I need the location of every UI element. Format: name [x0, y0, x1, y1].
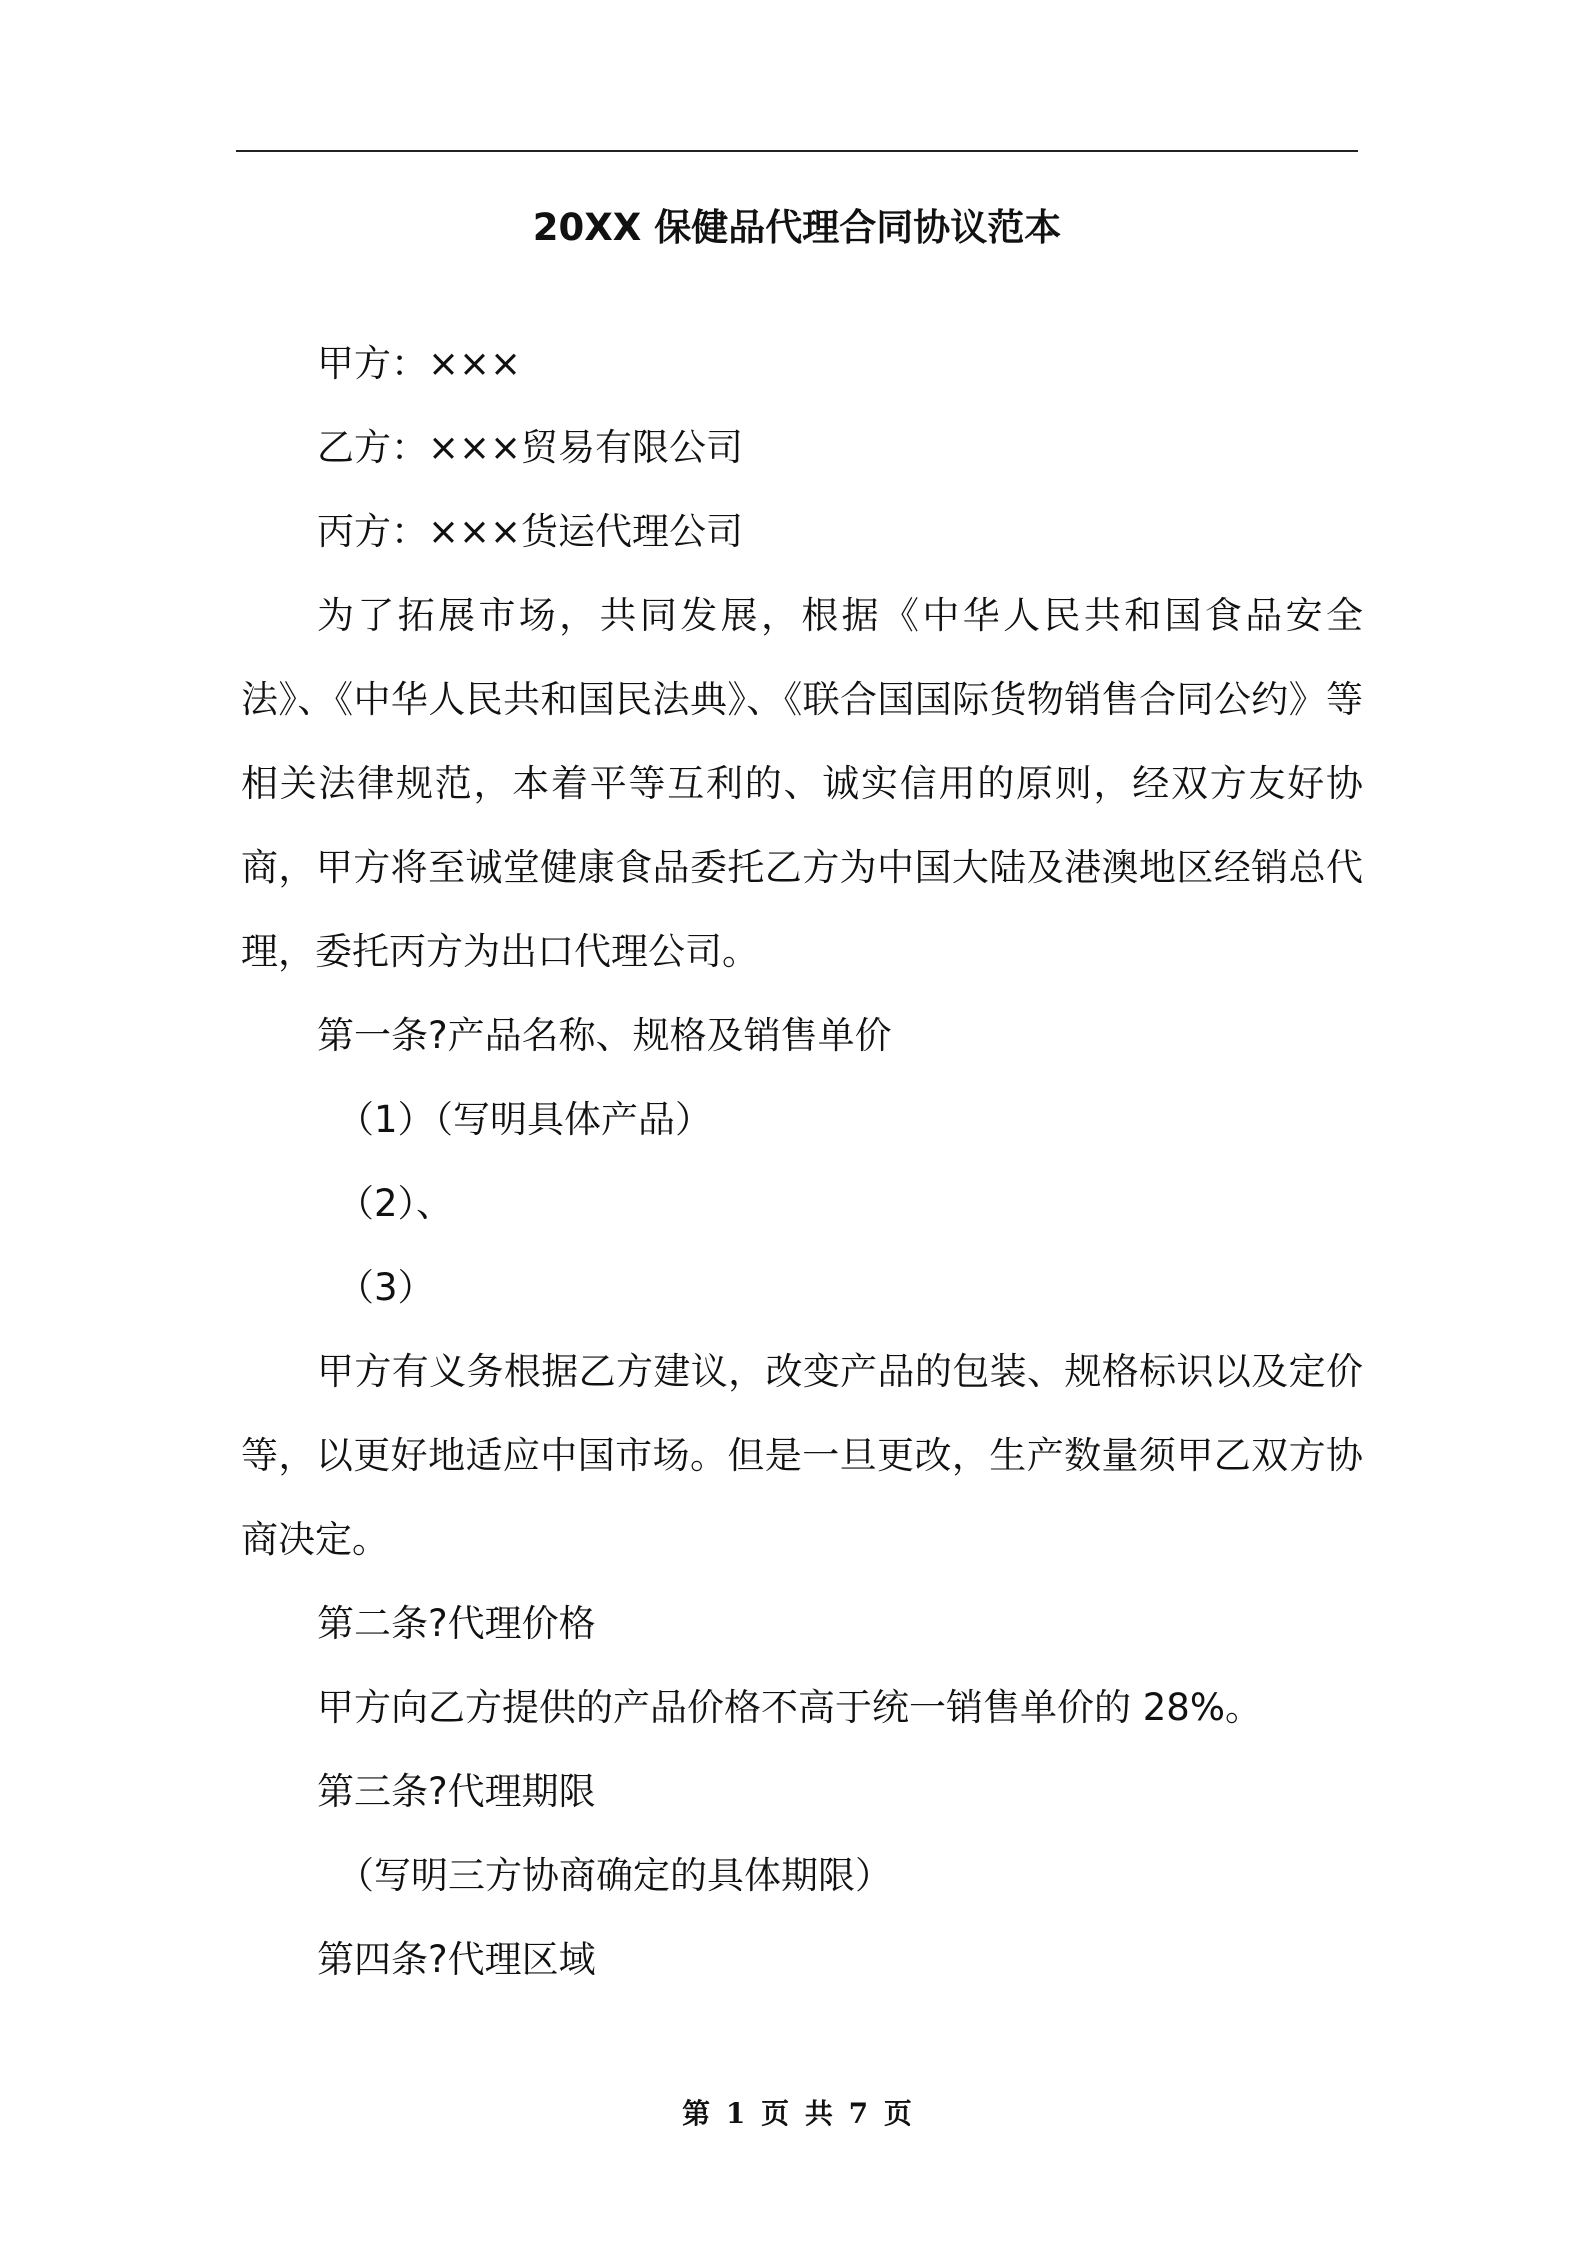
article-4-heading: 第四条?代理区域	[317, 1938, 596, 1981]
party-b: 乙方：×××贸易有限公司	[317, 426, 744, 469]
product-item-2: （2）、	[337, 1182, 454, 1225]
header-rule	[236, 150, 1358, 152]
product-item-3: （3）	[337, 1266, 435, 1309]
product-item-1: （1）（写明具体产品）	[337, 1098, 713, 1141]
packaging-paragraph: 甲方有义务根据乙方建议，改变产品的包装、规格标识以及定价等，以更好地适应中国市场。但是一旦更改，生产数量须甲乙双方协商决定。	[241, 1350, 1363, 1561]
price-paragraph: 甲方向乙方提供的产品价格不高于统一销售单价的 28%。	[317, 1686, 1262, 1729]
preamble-paragraph: 为了拓展市场，共同发展，根据《中华人民共和国食品安全法》、《中华人民共和国民法典》、《联合国国际货物销售合同公约》等相关法律规范，本着平等互利的、诚实信用的原则，经双方友好协商，甲方将至诚堂健康食品委托乙方为中国大陆及港澳地区经销总代理，委托丙方为出口代理公司。	[241, 594, 1363, 973]
party-a: 甲方：×××	[317, 342, 522, 385]
article-3-heading: 第三条?代理期限	[317, 1770, 596, 1813]
document-body	[241, 322, 1363, 2002]
party-c: 丙方：×××货运代理公司	[317, 510, 744, 553]
page-number: 第 1 页 共 7 页	[682, 2097, 912, 2130]
article-1-heading: 第一条?产品名称、规格及销售单价	[317, 1014, 892, 1057]
article-2-heading: 第二条?代理价格	[317, 1602, 596, 1645]
term-paragraph: （写明三方协商确定的具体期限）	[337, 1854, 892, 1897]
document-title: 20XX 保健品代理合同协议范本	[532, 206, 1062, 249]
